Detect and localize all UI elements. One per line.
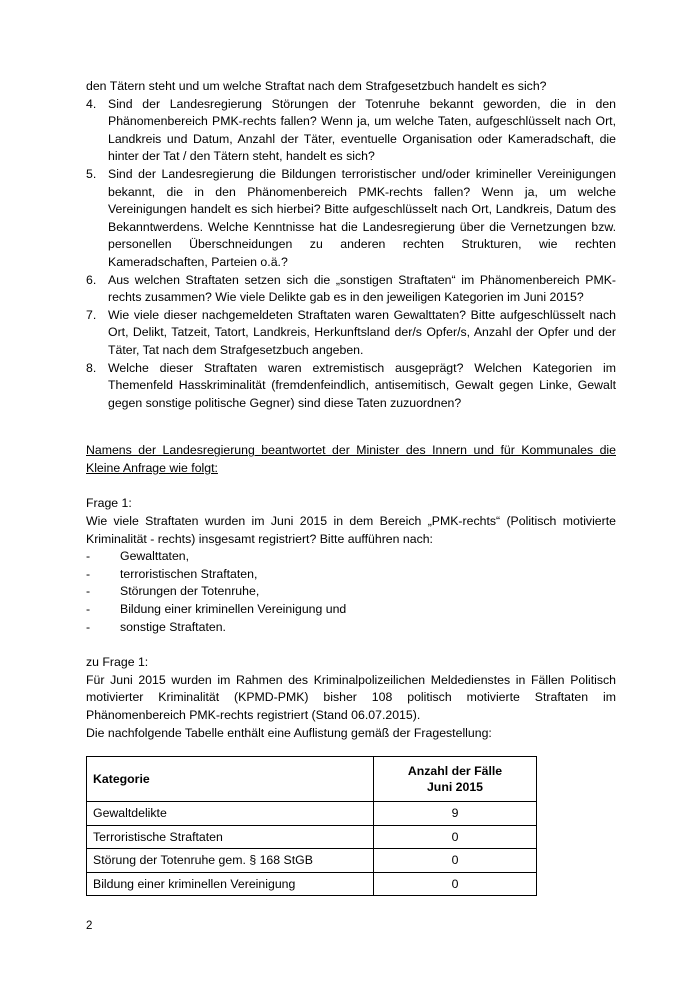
question-number: 8. (86, 360, 97, 375)
cell-category: Gewaltdelikte (87, 802, 374, 826)
list-item-label: Gewalttaten, (120, 549, 190, 564)
question-number: 5. (86, 166, 97, 181)
question-list (86, 96, 616, 413)
list-item (86, 619, 616, 637)
question-number: 7. (86, 307, 97, 322)
list-item (86, 583, 616, 601)
table-intro: Die nachfolgende Tabelle enthält eine Auflistung gemäß der Fragestellung: (86, 725, 492, 740)
table-header-row (87, 757, 537, 802)
list-item-label: Bildung einer kriminellen Vereinigung und (120, 602, 347, 617)
question-text: Welche dieser Straftaten waren extremistisch ausgeprägt? Welchen Kategorien im Themenfeld Hasskriminalität (fremdenfeindlich, antisemitisch, Gewalt gegen Linke, Gewalt gegen sonstige politische Gegner) sind diese Taten zuzuordnen? (108, 360, 616, 410)
question-text: Wie viele dieser nachgemeldeten Straftaten waren Gewalttaten? Bitte aufgeschlüsselt nach Ort, Delikt, Tatzeit, Tatort, Landkreis, Herkunftsland der/s Opfer/s, Anzahl der Opfer und der Täter, Tat nach dem Strafgesetzbuch angeben. (108, 307, 616, 357)
question-text: Sind der Landesregierung die Bildungen terroristischer und/oder krimineller Vereinigungen bekannt, die in den Phänomenbereich PMK-rechts fallen? Wenn ja, um welche Vereinigungen handelt es sich hierbei? Bitte aufgeschlüsselt nach Ort, Landkreis, Datum des Bekanntwerdens. Welche Kenntnisse hat die Landesregierung über die Vernetzungen bzw. personellen Überschneidungen zu anderen rechten Strukturen, wie rechten Kameradschaften, Parteien o.ä.? (108, 166, 616, 269)
list-item-label: Störungen der Totenruhe, (120, 584, 260, 599)
table-row (87, 849, 537, 873)
question-1-label: Frage 1: (86, 496, 132, 511)
answer-1-paragraph: Für Juni 2015 wurden im Rahmen des Kriminalpolizeilichen Meldedienstes in Fällen Politisch motivierter Kriminalität (KPMD-PMK) bisher 108 politisch motivierte Straftaten im Phänomenbereich PMK-rechts registriert (Stand 06.07.2015). (86, 672, 616, 722)
list-item (86, 96, 616, 166)
answer-1-label: zu Frage 1: (86, 655, 149, 670)
cell-count: 0 (374, 872, 537, 896)
column-header-count-line1: Anzahl der Fälle (407, 763, 503, 778)
cell-count: 0 (374, 825, 537, 849)
dash-bullet: - (86, 602, 91, 617)
list-item (86, 548, 616, 566)
list-item-label: sonstige Straftaten. (120, 619, 226, 634)
table-row (87, 825, 537, 849)
list-item (86, 272, 616, 307)
table-row (87, 872, 537, 896)
question-number: 4. (86, 96, 97, 111)
list-item-label: terroristischen Straftaten, (120, 566, 258, 581)
list-item (86, 601, 616, 619)
dash-bullet: - (86, 566, 91, 581)
question-number: 6. (86, 272, 97, 287)
dash-bullet: - (86, 619, 91, 634)
question-1-item-list (86, 548, 616, 636)
question-text: Aus welchen Straftaten setzen sich die „sonstigen Straftaten“ im Phänomenbereich PMK-rechts zusammen? Wie viele Delikte gab es in den jeweiligen Kategorien im Juni 2015? (108, 272, 616, 305)
column-header-category: Kategorie (87, 757, 374, 802)
cases-table (86, 756, 537, 896)
list-item (86, 307, 616, 360)
list-item (86, 166, 616, 272)
continued-paragraph: den Tätern steht und um welche Straftat nach dem Strafgesetzbuch handelt es sich? (86, 79, 547, 93)
column-header-count (374, 757, 537, 802)
cell-category: Bildung einer kriminellen Vereinigung (87, 872, 374, 896)
cell-category: Störung der Totenruhe gem. § 168 StGB (87, 849, 374, 873)
dash-bullet: - (86, 584, 91, 599)
cell-category: Terroristische Straftaten (87, 825, 374, 849)
cell-count: 9 (374, 802, 537, 826)
spacer (86, 412, 616, 442)
spacer (86, 636, 616, 654)
question-1-text: Wie viele Straftaten wurden im Juni 2015 in dem Bereich „PMK-rechts“ (Politisch motivierte Kriminalität - rechts) insgesamt registriert? Bitte aufführen nach: (86, 514, 616, 546)
table-row (87, 802, 537, 826)
table-head (87, 757, 537, 802)
cell-count: 0 (374, 849, 537, 873)
question-text: Sind der Landesregierung Störungen der Totenruhe bekannt geworden, die in den Phänomenbereich PMK-rechts fallen? Wenn ja, um welche Taten, aufgeschlüsselt nach Ort, Landkreis und Datum, Anzahl der Täter, eventuelle Organisation oder Kameradschaft, die hinter der Tat / den Tätern steht, handelt es sich? (108, 96, 616, 164)
list-item (86, 566, 616, 584)
list-item (86, 360, 616, 413)
answer-intro: Namens der Landesregierung beantwortet der Minister des Innern und für Kommunales die Kleine Anfrage wie folgt: (86, 443, 616, 475)
spacer (86, 477, 616, 495)
column-header-count-line2: Juni 2015 (426, 780, 484, 795)
page-number: 2 (86, 920, 93, 932)
dash-bullet: - (86, 549, 91, 564)
table-body (87, 802, 537, 896)
